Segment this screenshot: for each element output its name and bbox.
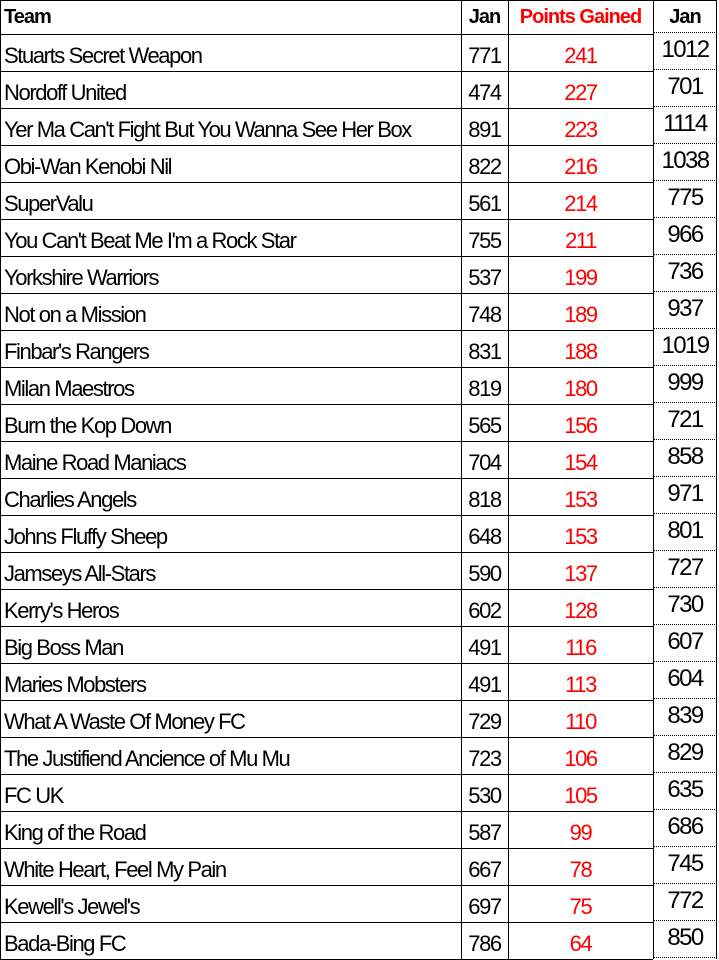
team-name: The Justifiend Ancience of Mu Mu — [4, 746, 290, 771]
total-divider — [653, 365, 717, 366]
jan-points: 565 — [468, 413, 501, 438]
header-points-gained: Points Gained — [519, 6, 642, 28]
total-divider — [653, 957, 717, 958]
row-divider — [0, 108, 653, 109]
jan-total: 966 — [667, 221, 703, 248]
total-divider — [653, 254, 717, 255]
total-divider — [653, 402, 717, 403]
points-gained: 211 — [565, 228, 596, 253]
jan-points: 704 — [468, 450, 501, 475]
row-divider — [0, 404, 653, 405]
jan-points: 667 — [468, 857, 501, 882]
table-row — [0, 219, 717, 256]
row-divider — [0, 71, 653, 72]
total-divider — [653, 439, 717, 440]
jan-points: 590 — [468, 561, 501, 586]
table-row — [0, 848, 717, 885]
row-divider — [0, 922, 653, 923]
row-divider — [0, 700, 653, 701]
points-gained: 223 — [564, 117, 597, 142]
jan-points: 723 — [468, 746, 501, 771]
jan-total: 745 — [667, 850, 703, 877]
team-name: Kewell's Jewel's — [4, 894, 140, 919]
table-row — [0, 515, 717, 552]
table-row — [0, 700, 717, 737]
points-gained: 199 — [564, 265, 597, 290]
points-gained: 110 — [565, 709, 596, 734]
row-divider — [0, 293, 653, 294]
header-jan: Jan — [468, 6, 501, 28]
jan-total: 839 — [667, 702, 703, 729]
table-row — [0, 330, 717, 367]
jan-points: 602 — [468, 598, 501, 623]
jan-total: 1019 — [661, 332, 709, 359]
team-name: Yer Ma Can't Fight But You Wanna See Her Box — [4, 117, 411, 142]
jan-points: 537 — [468, 265, 501, 290]
column-divider — [0, 0, 1, 959]
points-gained: 153 — [564, 524, 597, 549]
header-team: Team — [4, 6, 51, 28]
jan-points: 561 — [468, 191, 501, 216]
total-divider — [653, 328, 717, 329]
header-row — [0, 0, 717, 37]
row-divider — [0, 478, 653, 479]
points-gained: 128 — [564, 598, 597, 623]
total-divider — [653, 809, 717, 810]
row-divider — [0, 182, 653, 183]
jan-total: 686 — [667, 813, 703, 840]
points-gained: 188 — [564, 339, 597, 364]
points-gained: 116 — [565, 635, 596, 660]
jan-points: 822 — [468, 154, 501, 179]
points-gained: 106 — [564, 746, 597, 771]
team-name: Yorkshire Warriors — [4, 265, 159, 290]
points-gained: 189 — [564, 302, 597, 327]
total-divider — [653, 217, 717, 218]
table-row — [0, 367, 717, 404]
total-divider — [653, 106, 717, 107]
jan-total: 772 — [667, 887, 703, 914]
header-jan-total: Jan — [669, 6, 701, 28]
total-divider — [653, 32, 717, 33]
jan-points: 491 — [468, 672, 501, 697]
jan-total: 635 — [667, 776, 703, 803]
jan-total: 775 — [667, 184, 703, 211]
jan-total: 701 — [667, 73, 703, 100]
team-name: Finbar's Rangers — [4, 339, 149, 364]
table-row — [0, 108, 717, 145]
table-row — [0, 885, 717, 922]
jan-total: 850 — [667, 924, 703, 951]
total-divider — [653, 587, 717, 588]
total-divider — [653, 772, 717, 773]
points-gained: 241 — [564, 43, 597, 68]
points-gained: 75 — [569, 894, 592, 919]
jan-total: 721 — [667, 406, 703, 433]
row-divider — [0, 367, 653, 368]
jan-total: 829 — [667, 739, 703, 766]
total-divider — [653, 69, 717, 70]
jan-points: 530 — [468, 783, 501, 808]
jan-total: 736 — [667, 258, 703, 285]
total-divider — [653, 735, 717, 736]
jan-points: 729 — [468, 709, 501, 734]
jan-total: 730 — [667, 591, 703, 618]
jan-total: 937 — [667, 295, 703, 322]
row-divider — [0, 811, 653, 812]
jan-points: 831 — [468, 339, 501, 364]
row-divider — [0, 552, 653, 553]
total-divider — [653, 698, 717, 699]
table-row — [0, 404, 717, 441]
jan-points: 748 — [468, 302, 501, 327]
points-gained: 156 — [564, 413, 597, 438]
jan-points: 587 — [468, 820, 501, 845]
row-divider — [0, 145, 653, 146]
table-row — [0, 478, 717, 515]
total-divider — [653, 846, 717, 847]
team-name: Milan Maestros — [4, 376, 134, 401]
points-gained: 78 — [569, 857, 592, 882]
row-divider — [0, 626, 653, 627]
jan-points: 786 — [468, 931, 501, 956]
team-name: King of the Road — [4, 820, 146, 845]
row-divider — [0, 774, 653, 775]
column-divider — [653, 0, 654, 959]
team-name: FC UK — [4, 783, 64, 808]
table-row — [0, 922, 717, 959]
row-divider — [0, 441, 653, 442]
points-gained: 99 — [569, 820, 592, 845]
row-divider — [0, 515, 653, 516]
points-gained: 64 — [569, 931, 592, 956]
jan-total: 1012 — [661, 36, 709, 63]
total-divider — [653, 920, 717, 921]
total-divider — [653, 624, 717, 625]
row-divider — [0, 330, 653, 331]
jan-points: 818 — [468, 487, 501, 512]
jan-total: 971 — [667, 480, 703, 507]
points-gained: 113 — [565, 672, 596, 697]
jan-total: 727 — [667, 554, 703, 581]
table-row — [0, 774, 717, 811]
table-row — [0, 293, 717, 330]
jan-total: 604 — [667, 665, 703, 692]
jan-points: 697 — [468, 894, 501, 919]
total-divider — [653, 883, 717, 884]
team-name: Jamseys All-Stars — [4, 561, 156, 586]
table-row — [0, 589, 717, 626]
team-name: Maries Mobsters — [4, 672, 146, 697]
table-row — [0, 441, 717, 478]
points-gained: 180 — [564, 376, 597, 401]
table-row — [0, 71, 717, 108]
points-gained: 153 — [564, 487, 597, 512]
jan-total: 607 — [667, 628, 703, 655]
jan-total: 1114 — [663, 110, 707, 137]
team-name: You Can't Beat Me I'm a Rock Star — [4, 228, 296, 253]
row-divider — [0, 737, 653, 738]
jan-points: 491 — [468, 635, 501, 660]
table-row — [0, 182, 717, 219]
jan-points: 819 — [468, 376, 501, 401]
column-divider — [461, 0, 462, 959]
table-row — [0, 552, 717, 589]
team-name: SuperValu — [4, 191, 93, 216]
table-row — [0, 737, 717, 774]
table-row — [0, 626, 717, 663]
team-name: Johns Fluffy Sheep — [4, 524, 167, 549]
jan-points: 891 — [468, 117, 501, 142]
top-border — [0, 0, 717, 1]
row-divider — [0, 219, 653, 220]
team-name: Stuarts Secret Weapon — [4, 43, 202, 68]
row-divider — [0, 663, 653, 664]
jan-points: 771 — [468, 43, 501, 68]
team-name: Bada-Bing FC — [4, 931, 126, 956]
team-name: Not on a Mission — [4, 302, 146, 327]
points-gained: 154 — [564, 450, 597, 475]
total-divider — [653, 476, 717, 477]
table-row — [0, 811, 717, 848]
team-name: White Heart, Feel My Pain — [4, 857, 226, 882]
team-name: Obi-Wan Kenobi Nil — [4, 154, 172, 179]
jan-total: 1038 — [661, 147, 709, 174]
points-gained: 227 — [564, 80, 597, 105]
team-name: Big Boss Man — [4, 635, 123, 660]
total-divider — [653, 550, 717, 551]
row-divider — [0, 34, 653, 35]
total-divider — [653, 180, 717, 181]
points-gained: 105 — [564, 783, 597, 808]
row-divider — [0, 589, 653, 590]
total-divider — [653, 661, 717, 662]
table-row — [0, 145, 717, 182]
jan-total: 858 — [667, 443, 703, 470]
table-row — [0, 34, 717, 71]
row-divider — [0, 256, 653, 257]
jan-points: 755 — [468, 228, 501, 253]
column-divider — [508, 0, 509, 959]
row-divider — [0, 848, 653, 849]
team-name: Kerry's Heros — [4, 598, 119, 623]
points-gained: 214 — [564, 191, 597, 216]
total-divider — [653, 513, 717, 514]
jan-points: 474 — [468, 80, 501, 105]
team-name: Maine Road Maniacs — [4, 450, 186, 475]
team-name: Charlies Angels — [4, 487, 136, 512]
team-name: Burn the Kop Down — [4, 413, 171, 438]
team-name: What A Waste Of Money FC — [4, 709, 245, 734]
jan-points: 648 — [468, 524, 501, 549]
jan-total: 999 — [667, 369, 703, 396]
total-divider — [653, 291, 717, 292]
jan-total: 801 — [667, 517, 703, 544]
column-divider — [716, 0, 717, 959]
points-gained: 137 — [564, 561, 597, 586]
points-gained: 216 — [564, 154, 597, 179]
total-divider — [653, 143, 717, 144]
team-name: Nordoff United — [4, 80, 126, 105]
table-row — [0, 663, 717, 700]
row-divider — [0, 885, 653, 886]
table-row — [0, 256, 717, 293]
